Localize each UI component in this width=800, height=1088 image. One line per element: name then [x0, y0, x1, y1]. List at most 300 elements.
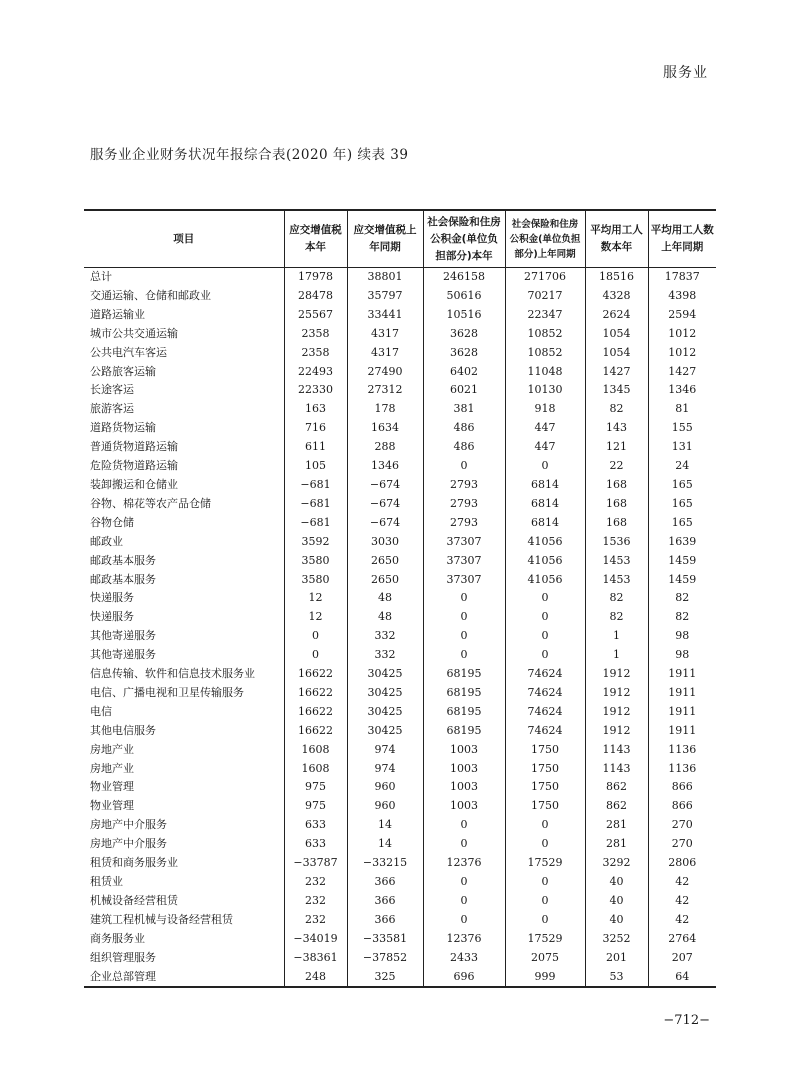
table-cell: 68195 — [423, 722, 505, 741]
table-cell: 12376 — [423, 854, 505, 873]
table-cell: 1136 — [648, 760, 716, 779]
table-cell: 1012 — [648, 344, 716, 363]
table-cell: 1143 — [585, 741, 648, 760]
table-row — [84, 287, 716, 306]
table-cell: 163 — [284, 400, 347, 419]
row-label: 电信 — [90, 704, 112, 718]
row-label: 组织管理服务 — [90, 950, 156, 964]
table-cell: 999 — [505, 968, 585, 988]
table-cell: −674 — [347, 495, 423, 514]
table-cell: 30425 — [347, 703, 423, 722]
table-row — [84, 627, 716, 646]
table-cell: 486 — [423, 438, 505, 457]
table-cell: 42 — [648, 892, 716, 911]
table-cell: 716 — [284, 419, 347, 438]
table-cell: 24 — [648, 457, 716, 476]
table-cell: 17529 — [505, 930, 585, 949]
table-cell: 3628 — [423, 325, 505, 344]
table-cell: 37307 — [423, 552, 505, 571]
table-cell: 332 — [347, 627, 423, 646]
table-cell: 0 — [423, 816, 505, 835]
table-cell: −33581 — [347, 930, 423, 949]
table-cell: 42 — [648, 873, 716, 892]
table-cell: 10852 — [505, 344, 585, 363]
table-cell: 70217 — [505, 287, 585, 306]
table-cell: 862 — [585, 778, 648, 797]
table-row — [84, 381, 716, 400]
table-cell: 1750 — [505, 760, 585, 779]
table-row — [84, 684, 716, 703]
table-row — [84, 514, 716, 533]
table-cell: 16622 — [284, 684, 347, 703]
table-cell: 10852 — [505, 325, 585, 344]
table-cell: 447 — [505, 438, 585, 457]
table-row — [84, 760, 716, 779]
table-cell: 366 — [347, 911, 423, 930]
row-label: 危险货物道路运输 — [90, 459, 178, 473]
table-cell: 16622 — [284, 665, 347, 684]
table-cell: 1911 — [648, 684, 716, 703]
table-cell: 68195 — [423, 684, 505, 703]
row-label: 旅游客运 — [90, 402, 134, 416]
table-cell: 165 — [648, 476, 716, 495]
row-label: 谷物、棉花等农产品仓储 — [90, 496, 211, 510]
table-cell: 4317 — [347, 325, 423, 344]
table-cell: 1608 — [284, 741, 347, 760]
table-cell: 0 — [505, 911, 585, 930]
table-cell: 41056 — [505, 571, 585, 590]
table-cell: 0 — [423, 873, 505, 892]
financial-table — [84, 209, 716, 988]
table-cell: 12 — [284, 608, 347, 627]
table-row — [84, 854, 716, 873]
table-cell: 74624 — [505, 722, 585, 741]
table-cell: 281 — [585, 816, 648, 835]
table-row — [84, 911, 716, 930]
table-cell: 1003 — [423, 778, 505, 797]
table-row — [84, 646, 716, 665]
table-cell: 381 — [423, 400, 505, 419]
table-cell: 0 — [505, 627, 585, 646]
row-label: 长途客运 — [90, 383, 134, 397]
row-label: 其他电信服务 — [90, 723, 156, 737]
table-cell: 1911 — [648, 722, 716, 741]
table-cell: 37307 — [423, 571, 505, 590]
table-cell: 168 — [585, 476, 648, 495]
table-row — [84, 419, 716, 438]
table-cell: 366 — [347, 892, 423, 911]
table-row — [84, 968, 716, 988]
table-cell: 633 — [284, 816, 347, 835]
table-cell: 82 — [648, 608, 716, 627]
table-cell: 41056 — [505, 533, 585, 552]
table-cell: 0 — [505, 873, 585, 892]
row-label: 房地产业 — [90, 761, 134, 775]
table-cell: 11048 — [505, 363, 585, 382]
table-cell: 17529 — [505, 854, 585, 873]
table-cell: 1427 — [648, 363, 716, 382]
table-cell: 22 — [585, 457, 648, 476]
table-row — [84, 873, 716, 892]
table-cell: 18516 — [585, 268, 648, 287]
table-row — [84, 363, 716, 382]
table-cell: −37852 — [347, 949, 423, 968]
table-cell: −34019 — [284, 930, 347, 949]
table-cell: 14 — [347, 835, 423, 854]
table-cell: 6021 — [423, 381, 505, 400]
table-cell: 0 — [505, 608, 585, 627]
table-cell: −38361 — [284, 949, 347, 968]
row-label: 电信、广播电视和卫星传输服务 — [90, 685, 244, 699]
table-cell: 918 — [505, 400, 585, 419]
table-cell: 64 — [648, 968, 716, 988]
table-cell: 1345 — [585, 381, 648, 400]
column-header-item: 项目 — [84, 210, 284, 268]
table-cell: 30425 — [347, 684, 423, 703]
table-cell: 248 — [284, 968, 347, 988]
table-cell: 611 — [284, 438, 347, 457]
row-label: 城市公共交通运输 — [90, 326, 178, 340]
row-label: 物业管理 — [90, 799, 134, 813]
table-cell: 143 — [585, 419, 648, 438]
table-row — [84, 400, 716, 419]
table-cell: 50616 — [423, 287, 505, 306]
table-cell: −674 — [347, 514, 423, 533]
column-header-employees-previous: 平均用工人数上年同期 — [648, 210, 716, 268]
table-row — [84, 325, 716, 344]
table-cell: 866 — [648, 778, 716, 797]
table-cell: 1012 — [648, 325, 716, 344]
table-cell: 366 — [347, 873, 423, 892]
table-cell: 1143 — [585, 760, 648, 779]
table-row — [84, 495, 716, 514]
table-cell: 0 — [284, 646, 347, 665]
table-cell: 27312 — [347, 381, 423, 400]
table-cell: 0 — [423, 911, 505, 930]
table-cell: 1346 — [347, 457, 423, 476]
table-cell: 2650 — [347, 571, 423, 590]
row-label: 道路运输业 — [90, 307, 145, 321]
table-cell: 2594 — [648, 306, 716, 325]
table-cell: 232 — [284, 873, 347, 892]
table-cell: 2650 — [347, 552, 423, 571]
table-cell: 98 — [648, 627, 716, 646]
row-label: 公共电汽车客运 — [90, 345, 167, 359]
row-label: 商务服务业 — [90, 931, 145, 945]
table-cell: 0 — [505, 892, 585, 911]
table-cell: 1003 — [423, 741, 505, 760]
table-cell: 0 — [423, 608, 505, 627]
table-cell: 16622 — [284, 722, 347, 741]
row-label: 房地产业 — [90, 742, 134, 756]
row-label: 公路旅客运输 — [90, 364, 156, 378]
table-cell: 1912 — [585, 703, 648, 722]
table-cell: 960 — [347, 797, 423, 816]
table-row — [84, 552, 716, 571]
table-cell: 27490 — [347, 363, 423, 382]
column-header-social-insurance-previous: 社会保险和住房公积金(单位负担部分)上年同期 — [505, 210, 585, 268]
table-cell: 0 — [505, 646, 585, 665]
table-cell: 2764 — [648, 930, 716, 949]
table-cell: 271706 — [505, 268, 585, 287]
table-cell: 48 — [347, 589, 423, 608]
row-label: 装卸搬运和仓储业 — [90, 477, 178, 491]
table-cell: 0 — [284, 627, 347, 646]
table-cell: 1750 — [505, 797, 585, 816]
table-cell: 10130 — [505, 381, 585, 400]
table-cell: 74624 — [505, 684, 585, 703]
table-header-row — [84, 210, 716, 268]
table-cell: 42 — [648, 911, 716, 930]
table-cell: 1054 — [585, 325, 648, 344]
table-cell: 1912 — [585, 684, 648, 703]
table-cell: 178 — [347, 400, 423, 419]
row-label: 房地产中介服务 — [90, 837, 167, 851]
row-label: 邮政基本服务 — [90, 553, 156, 567]
table-cell: 22493 — [284, 363, 347, 382]
table-cell: 332 — [347, 646, 423, 665]
row-label: 邮政基本服务 — [90, 572, 156, 586]
table-cell: 37307 — [423, 533, 505, 552]
table-cell: 74624 — [505, 703, 585, 722]
table-cell: 30425 — [347, 665, 423, 684]
table-cell: 288 — [347, 438, 423, 457]
table-cell: 270 — [648, 835, 716, 854]
table-cell: −33215 — [347, 854, 423, 873]
row-label: 物业管理 — [90, 780, 134, 794]
table-cell: 6814 — [505, 476, 585, 495]
table-cell: 82 — [585, 400, 648, 419]
table-cell: 246158 — [423, 268, 505, 287]
row-label: 房地产中介服务 — [90, 818, 167, 832]
table-cell: 165 — [648, 495, 716, 514]
table-cell: 1054 — [585, 344, 648, 363]
table-cell: 28478 — [284, 287, 347, 306]
table-cell: 38801 — [347, 268, 423, 287]
table-cell: 1634 — [347, 419, 423, 438]
table-cell: 2433 — [423, 949, 505, 968]
table-cell: 4317 — [347, 344, 423, 363]
table-cell: 16622 — [284, 703, 347, 722]
table-cell: 0 — [505, 457, 585, 476]
table-row — [84, 797, 716, 816]
table-row — [84, 344, 716, 363]
page-number: −712− — [663, 1013, 710, 1028]
table-cell: 17978 — [284, 268, 347, 287]
table-cell: 1346 — [648, 381, 716, 400]
row-label: 信息传输、软件和信息技术服务业 — [90, 667, 255, 681]
table-cell: 1639 — [648, 533, 716, 552]
table-cell: 1453 — [585, 571, 648, 590]
table-cell: 22347 — [505, 306, 585, 325]
table-cell: 0 — [505, 589, 585, 608]
row-label: 道路货物运输 — [90, 421, 156, 435]
row-label: 快递服务 — [90, 591, 134, 605]
row-label: 机械设备经营租赁 — [90, 893, 178, 907]
table-cell: 2793 — [423, 476, 505, 495]
table-caption: 服务业企业财务状况年报综合表(2020 年) 续表 39 — [90, 147, 409, 163]
table-cell: 1608 — [284, 760, 347, 779]
table-cell: 165 — [648, 514, 716, 533]
table-cell: 974 — [347, 741, 423, 760]
table-cell: 1 — [585, 627, 648, 646]
table-row — [84, 268, 716, 287]
table-cell: 3030 — [347, 533, 423, 552]
table-cell: 74624 — [505, 665, 585, 684]
row-label: 普通货物道路运输 — [90, 440, 178, 454]
table-cell: 131 — [648, 438, 716, 457]
row-label: 快递服务 — [90, 610, 134, 624]
table-cell: 1750 — [505, 741, 585, 760]
table-cell: 1459 — [648, 552, 716, 571]
table-cell: −681 — [284, 495, 347, 514]
table-cell: 633 — [284, 835, 347, 854]
table-row — [84, 892, 716, 911]
table-cell: 2624 — [585, 306, 648, 325]
table-cell: 33441 — [347, 306, 423, 325]
table-cell: 974 — [347, 760, 423, 779]
row-label: 租赁业 — [90, 875, 123, 888]
table-cell: 82 — [585, 608, 648, 627]
table-cell: 25567 — [284, 306, 347, 325]
table-row — [84, 703, 716, 722]
row-label: 交通运输、仓储和邮政业 — [90, 288, 211, 302]
table-cell: 40 — [585, 892, 648, 911]
table-row — [84, 589, 716, 608]
table-cell: 0 — [423, 646, 505, 665]
row-label: 其他寄递服务 — [90, 629, 156, 643]
table-cell: 232 — [284, 911, 347, 930]
table-cell: 40 — [585, 911, 648, 930]
table-cell: 486 — [423, 419, 505, 438]
table-cell: 155 — [648, 419, 716, 438]
table-cell: 232 — [284, 892, 347, 911]
table-cell: 1750 — [505, 778, 585, 797]
table-cell: 22330 — [284, 381, 347, 400]
table-cell: 6814 — [505, 495, 585, 514]
table-cell: 82 — [648, 589, 716, 608]
table-cell: 17837 — [648, 268, 716, 287]
table-cell: 862 — [585, 797, 648, 816]
table-cell: 0 — [423, 627, 505, 646]
table-body — [84, 268, 716, 988]
table-cell: 1536 — [585, 533, 648, 552]
table-cell: 975 — [284, 797, 347, 816]
table-row — [84, 778, 716, 797]
table-cell: 2075 — [505, 949, 585, 968]
table-cell: 0 — [505, 835, 585, 854]
table-row — [84, 665, 716, 684]
table-cell: 14 — [347, 816, 423, 835]
table-cell: 1459 — [648, 571, 716, 590]
table-cell: 201 — [585, 949, 648, 968]
column-header-employees-current: 平均用工人数本年 — [585, 210, 648, 268]
table-row — [84, 741, 716, 760]
table-cell: 1003 — [423, 760, 505, 779]
table-cell: −681 — [284, 514, 347, 533]
table-cell: 53 — [585, 968, 648, 988]
table-cell: 3580 — [284, 571, 347, 590]
table-cell: 1453 — [585, 552, 648, 571]
table-cell: 1911 — [648, 665, 716, 684]
table-cell: −681 — [284, 476, 347, 495]
table-cell: 105 — [284, 457, 347, 476]
table-cell: 4328 — [585, 287, 648, 306]
table-row — [84, 476, 716, 495]
table-row — [84, 571, 716, 590]
table-row — [84, 930, 716, 949]
table-cell: 30425 — [347, 722, 423, 741]
table-cell: 0 — [423, 892, 505, 911]
table-cell: 10516 — [423, 306, 505, 325]
column-header-social-insurance-current: 社会保险和住房公积金(单位负担部分)本年 — [423, 210, 505, 268]
table-row — [84, 608, 716, 627]
table-cell: 0 — [423, 835, 505, 854]
table-cell: 98 — [648, 646, 716, 665]
table-cell: 35797 — [347, 287, 423, 306]
row-label: 谷物仓储 — [90, 515, 134, 529]
table-cell: 3292 — [585, 854, 648, 873]
table-cell: 168 — [585, 495, 648, 514]
table-cell: 1912 — [585, 665, 648, 684]
table-cell: 0 — [423, 457, 505, 476]
table-row — [84, 533, 716, 552]
table-cell: 4398 — [648, 287, 716, 306]
table-cell: 2358 — [284, 344, 347, 363]
table-cell: 3592 — [284, 533, 347, 552]
table-cell: 1912 — [585, 722, 648, 741]
table-row — [84, 949, 716, 968]
table-cell: 12 — [284, 589, 347, 608]
running-header: 服务业 — [663, 65, 708, 81]
table-cell: 3252 — [585, 930, 648, 949]
table-cell: 6402 — [423, 363, 505, 382]
table-cell: 960 — [347, 778, 423, 797]
row-label: 建筑工程机械与设备经营租赁 — [90, 912, 233, 926]
table-cell: −33787 — [284, 854, 347, 873]
table-cell: 975 — [284, 778, 347, 797]
table-cell: −674 — [347, 476, 423, 495]
table-cell: 81 — [648, 400, 716, 419]
table-cell: 2793 — [423, 495, 505, 514]
table-cell: 0 — [505, 816, 585, 835]
table-cell: 2793 — [423, 514, 505, 533]
table-row — [84, 457, 716, 476]
table-cell: 12376 — [423, 930, 505, 949]
row-label: 其他寄递服务 — [90, 648, 156, 662]
table-cell: 48 — [347, 608, 423, 627]
row-label: 企业总部管理 — [84, 968, 284, 988]
table-cell: 1 — [585, 646, 648, 665]
table-cell: 3628 — [423, 344, 505, 363]
table-cell: 1427 — [585, 363, 648, 382]
table-cell: 1003 — [423, 797, 505, 816]
table-cell: 1911 — [648, 703, 716, 722]
table-cell: 281 — [585, 835, 648, 854]
table-cell: 1136 — [648, 741, 716, 760]
column-header-vat-current: 应交增值税本年 — [284, 210, 347, 268]
table-cell: 866 — [648, 797, 716, 816]
table-cell: 3580 — [284, 552, 347, 571]
table-row — [84, 438, 716, 457]
table-cell: 40 — [585, 873, 648, 892]
row-label: 邮政业 — [90, 534, 123, 548]
table-row — [84, 722, 716, 741]
table-cell: 270 — [648, 816, 716, 835]
table-cell: 0 — [423, 589, 505, 608]
table-cell: 207 — [648, 949, 716, 968]
row-label: 租赁和商务服务业 — [90, 856, 178, 870]
